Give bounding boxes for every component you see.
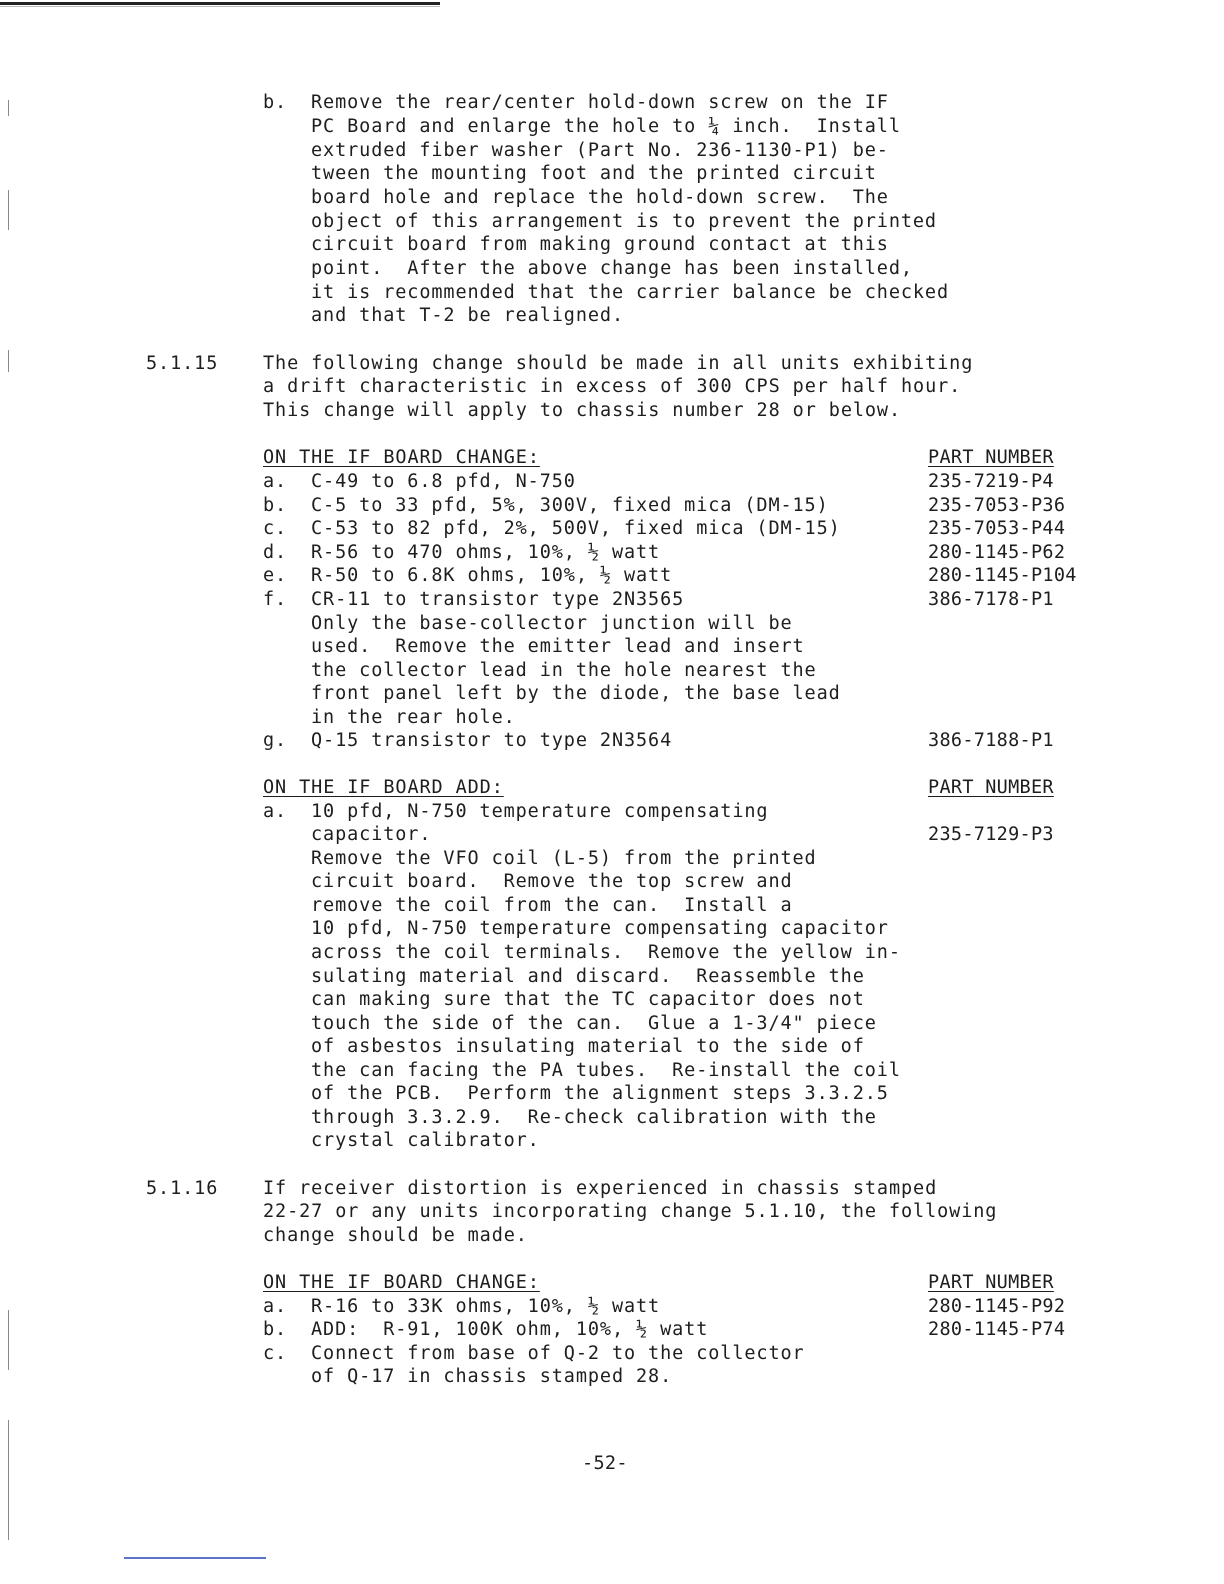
change-text: R-16 to 33K ohms, 10%, ½ watt (311, 1296, 661, 1317)
add-header: ON THE IF BOARD ADD: (263, 777, 504, 798)
note-line: front panel left by the diode, the base lead (311, 683, 841, 704)
part-number-header: PART NUMBER (928, 777, 1054, 798)
text-line: tween the mounting foot and the printed circuit (311, 163, 877, 184)
note-line: Only the base-collector junction will be (311, 613, 793, 634)
item-letter: a. (263, 471, 288, 492)
note-line: of the PCB. Perform the alignment steps 3.3.2.5 (311, 1083, 889, 1104)
add-text: capacitor. (311, 824, 432, 845)
part-number: 235-7129-P3 (928, 824, 1054, 845)
note-line: the can facing the PA tubes. Re-install the coil (311, 1060, 901, 1081)
change-text: R-56 to 470 ohms, 10%, ½ watt (311, 542, 661, 563)
change-text: C-49 to 6.8 pfd, N-750 (311, 471, 576, 492)
section-number: 5.1.15 (146, 353, 219, 374)
note-line: across the coil terminals. Remove the yellow in- (311, 942, 901, 963)
intro-line: If receiver distortion is experienced in chassis stamped (263, 1178, 938, 1199)
margin-mark (8, 1310, 9, 1370)
change-text: ADD: R-91, 100K ohm, 10%, ½ watt (311, 1319, 709, 1340)
note-line: the collector lead in the hole nearest the (311, 660, 817, 681)
note-line: circuit board. Remove the top screw and (311, 871, 793, 892)
note-line: used. Remove the emitter lead and insert (311, 636, 805, 657)
text-line: and that T-2 be realigned. (311, 305, 624, 326)
item-letter: g. (263, 730, 288, 751)
part-number: 280-1145-P92 (928, 1296, 1066, 1317)
section-number: 5.1.16 (146, 1178, 219, 1199)
part-number: 280-1145-P74 (928, 1319, 1066, 1340)
margin-mark (8, 350, 9, 372)
text-line: Remove the rear/center hold-down screw on the IF (311, 92, 889, 113)
top-rule-shadow (0, 6, 440, 7)
text-line: object of this arrangement is to prevent the printed (311, 211, 937, 232)
note-line: Remove the VFO coil (L-5) from the printed (311, 848, 817, 869)
change-text: R-50 to 6.8K ohms, 10%, ½ watt (311, 565, 673, 586)
note-line: 10 pfd, N-750 temperature compensating capacitor (311, 918, 889, 939)
intro-line: The following change should be made in all units exhibiting (263, 353, 974, 374)
change-header: ON THE IF BOARD CHANGE: (263, 1272, 540, 1293)
change-header: ON THE IF BOARD CHANGE: (263, 447, 540, 468)
note-line: touch the side of the can. Glue a 1-3/4" piece (311, 1013, 877, 1034)
item-letter: a. (263, 1296, 288, 1317)
text-line: board hole and replace the hold-down screw. The (311, 187, 889, 208)
note-line: remove the coil from the can. Install a (311, 895, 793, 916)
intro-line: This change will apply to chassis number 28 or below. (263, 400, 902, 421)
text-line: circuit board from making ground contact at this (311, 234, 889, 255)
text-line: point. After the above change has been installed, (311, 258, 913, 279)
intro-line: change should be made. (263, 1225, 528, 1246)
part-number: 386-7178-P1 (928, 589, 1054, 610)
margin-mark (8, 1420, 9, 1540)
item-letter: b. (263, 92, 288, 113)
item-letter: d. (263, 542, 288, 563)
part-number: 235-7219-P4 (928, 471, 1054, 492)
item-letter: e. (263, 565, 288, 586)
part-number: 235-7053-P44 (928, 518, 1066, 539)
add-text: 10 pfd, N-750 temperature compensating (311, 801, 769, 822)
note-line: crystal calibrator. (311, 1130, 540, 1151)
change-text: Connect from base of Q-2 to the collector (311, 1343, 805, 1364)
top-rule (0, 2, 440, 5)
text-line: extruded fiber washer (Part No. 236-1130-P1) be- (311, 140, 889, 161)
note-line: in the rear hole. (311, 707, 516, 728)
part-number: 280-1145-P104 (928, 565, 1077, 586)
text-line: PC Board and enlarge the hole to ¼ inch. Install (311, 116, 901, 137)
note-line: of asbestos insulating material to the side of (311, 1036, 865, 1057)
change-text: C-53 to 82 pfd, 2%, 500V, fixed mica (DM-15) (311, 518, 841, 539)
bottom-rule (124, 1557, 266, 1559)
intro-line: a drift characteristic in excess of 300 CPS per half hour. (263, 376, 962, 397)
margin-mark (8, 100, 9, 116)
note-line: can making sure that the TC capacitor does not (311, 989, 865, 1010)
part-number: 235-7053-P36 (928, 495, 1066, 516)
item-letter: c. (263, 518, 288, 539)
part-number-header: PART NUMBER (928, 1272, 1054, 1293)
part-number: 386-7188-P1 (928, 730, 1054, 751)
change-text: Q-15 transistor to type 2N3564 (311, 730, 673, 751)
part-number: 280-1145-P62 (928, 542, 1066, 563)
part-number-header: PART NUMBER (928, 447, 1054, 468)
item-letter: b. (263, 495, 288, 516)
change-text: of Q-17 in chassis stamped 28. (311, 1366, 673, 1387)
change-text: CR-11 to transistor type 2N3565 (311, 589, 685, 610)
item-letter: b. (263, 1319, 288, 1340)
item-letter: f. (263, 589, 288, 610)
page-number: -52- (582, 1453, 628, 1474)
text-line: it is recommended that the carrier balance be checked (311, 282, 950, 303)
item-letter: c. (263, 1343, 288, 1364)
intro-line: 22-27 or any units incorporating change 5.1.10, the following (263, 1201, 998, 1222)
change-text: C-5 to 33 pfd, 5%, 300V, fixed mica (DM-15) (311, 495, 829, 516)
margin-mark (8, 190, 9, 230)
note-line: through 3.3.2.9. Re-check calibration with the (311, 1107, 877, 1128)
note-line: sulating material and discard. Reassemble the (311, 966, 865, 987)
item-letter: a. (263, 801, 288, 822)
